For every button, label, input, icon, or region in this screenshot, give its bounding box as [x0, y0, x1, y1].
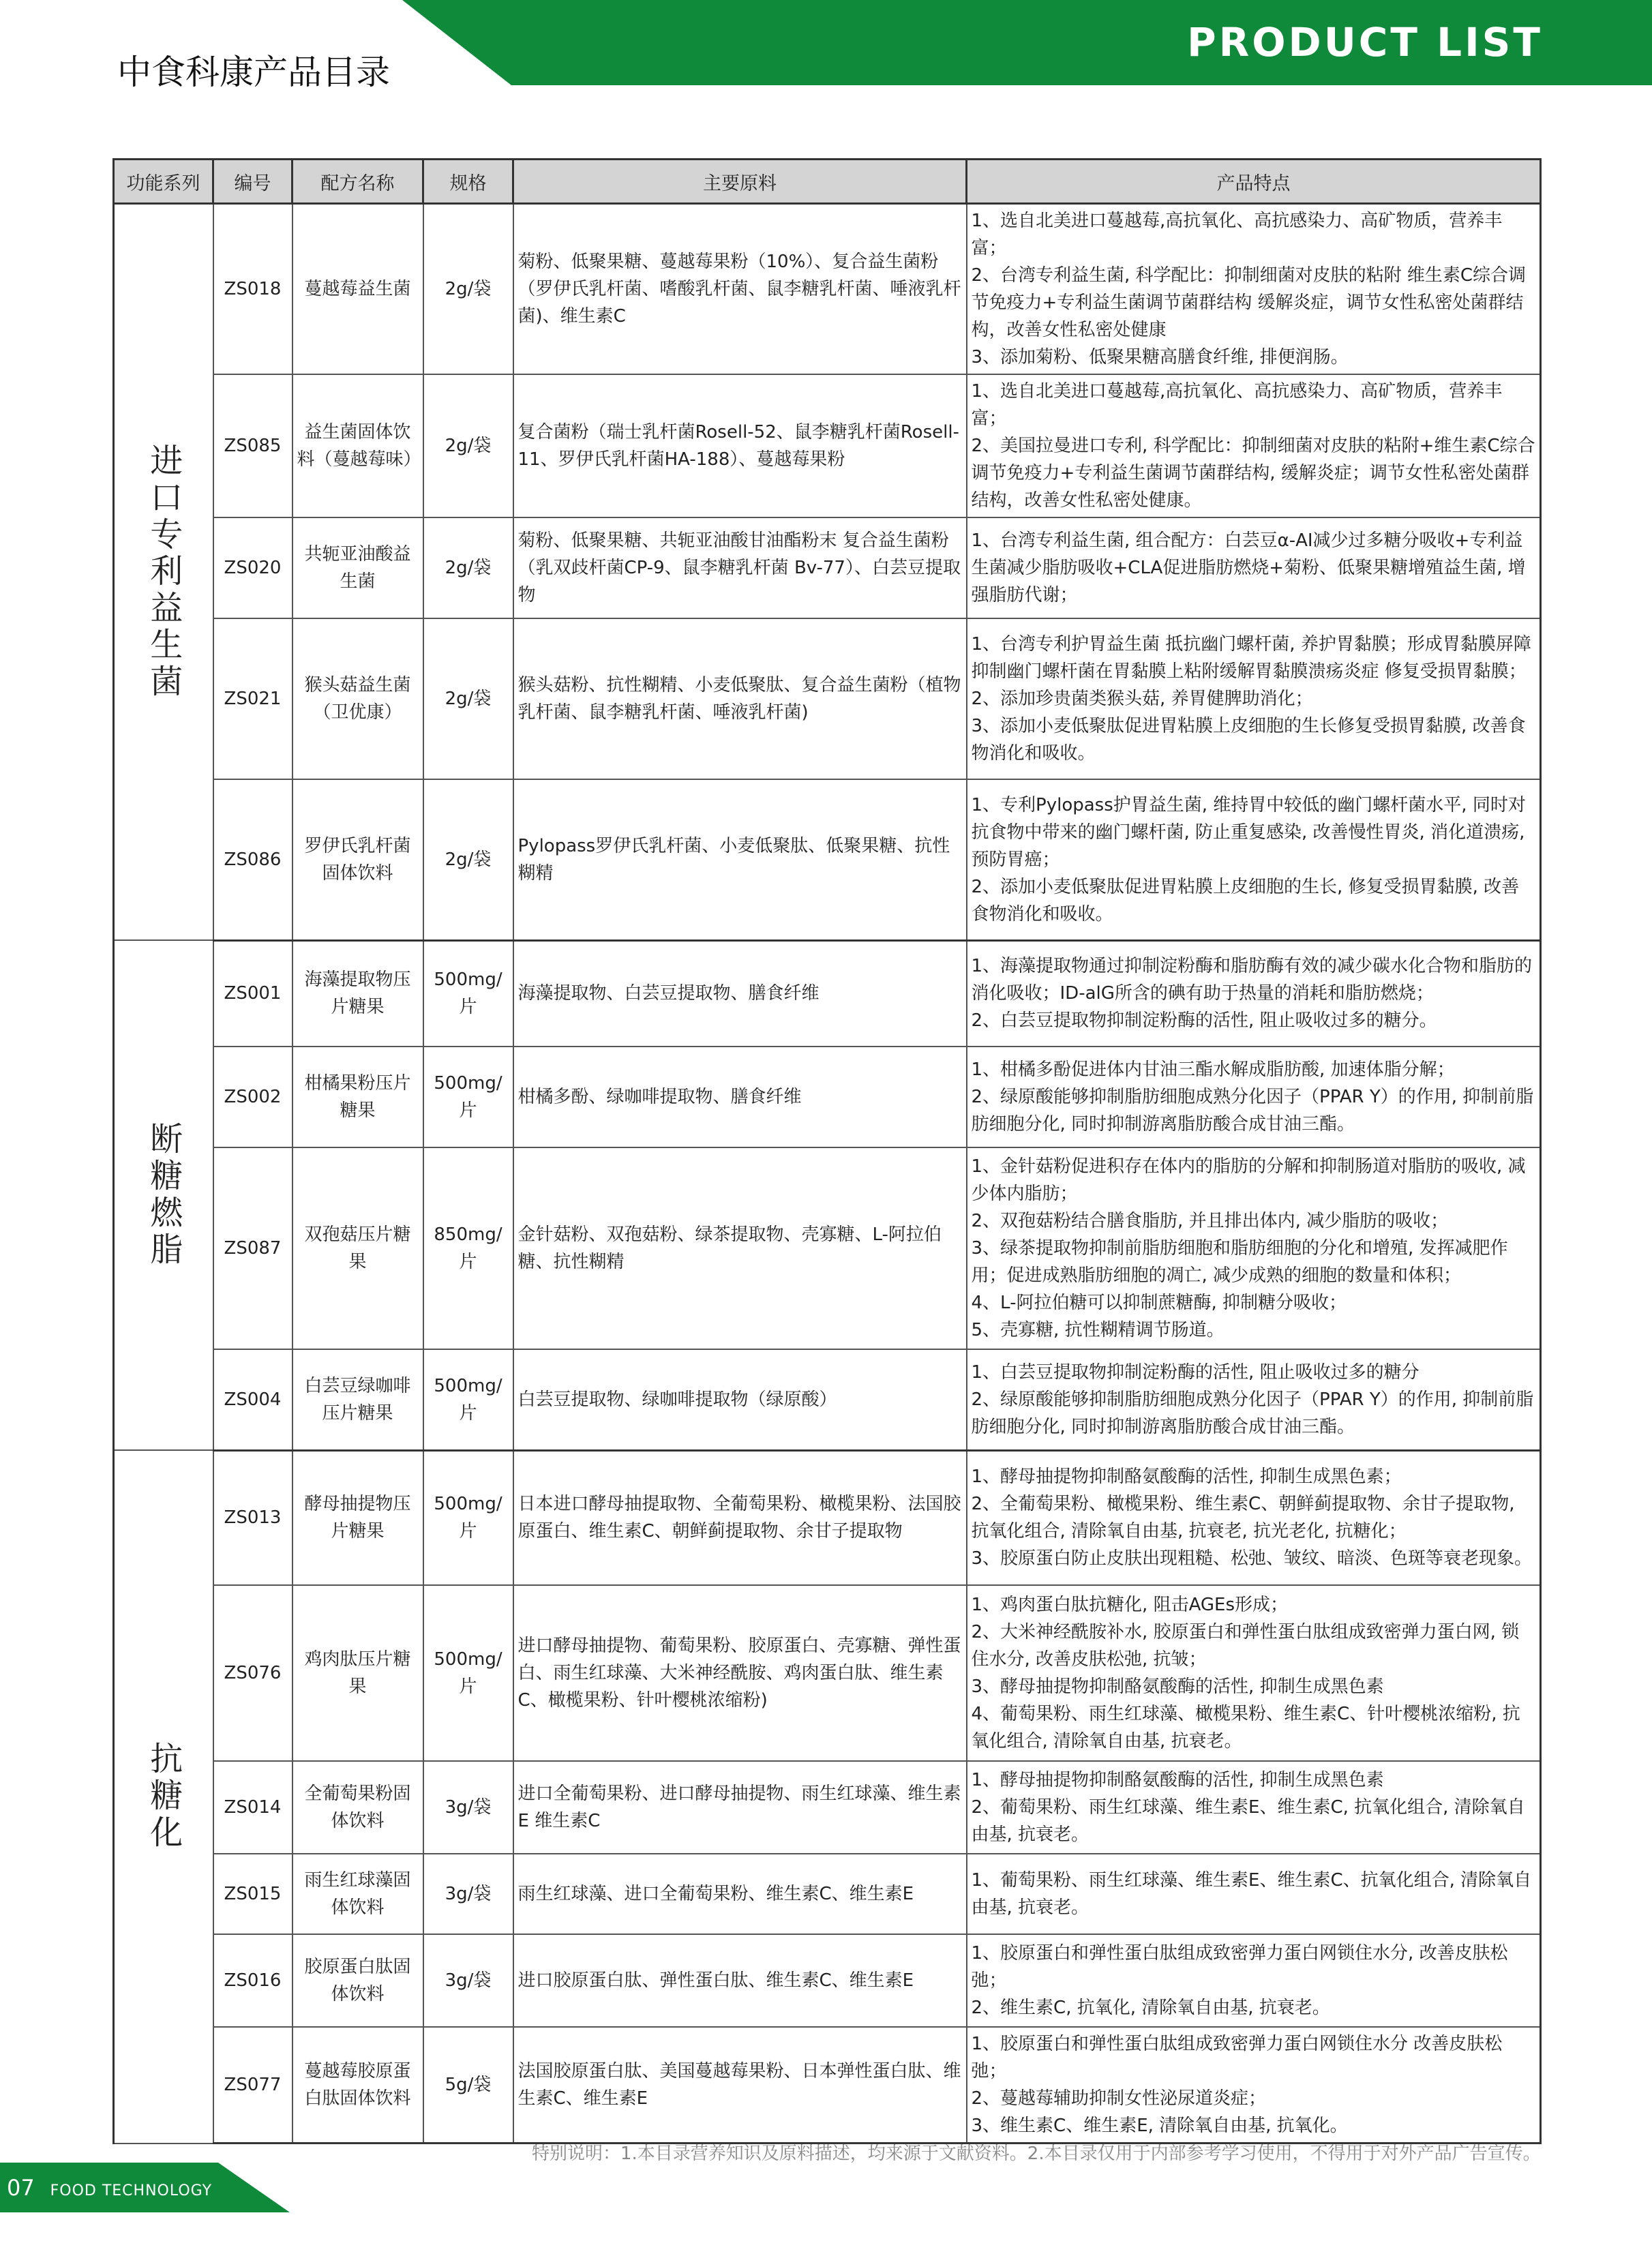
product-spec-cell: 3g/袋 — [423, 1761, 513, 1854]
feature-line: 3、维生素C、维生素E, 清除氧自由基, 抗氧化。 — [971, 2116, 1348, 2136]
features-cell — [967, 204, 1541, 375]
table-row — [114, 779, 1541, 940]
product-code-cell: ZS002 — [213, 1047, 292, 1147]
page-title: 中食科康产品目录 — [117, 52, 390, 92]
product-code-cell: ZS001 — [213, 940, 292, 1047]
table-body — [114, 204, 1541, 2144]
product-code-cell: ZS087 — [213, 1147, 292, 1349]
product-name-cell: 蔓越莓益生菌 — [292, 204, 423, 375]
product-spec-cell: 2g/袋 — [423, 779, 513, 940]
product-name-cell: 全葡萄果粉固体饮料 — [292, 1761, 423, 1854]
product-spec-cell: 500mg/片 — [423, 940, 513, 1047]
ingredients-cell: Pylopass罗伊氏乳杆菌、小麦低聚肽、低聚果糖、抗性糊精 — [513, 779, 967, 940]
feature-line: 5、壳寡糖, 抗性糊精调节肠道。 — [971, 1320, 1225, 1340]
feature-line: 2、绿原酸能够抑制脂肪细胞成熟分化因子（PPAR Y）的作用, 抑制前脂肪细胞分化, 同时抑制游离脂肪酸合成甘油三酯。 — [971, 1389, 1534, 1437]
feature-line: 2、全葡萄果粉、橄榄果粉、维生素C、朝鲜蓟提取物、余甘子提取物, 抗氧化组合, 清除氧自由基, 抗衰老, 抗光老化, 抗糖化； — [971, 1494, 1515, 1542]
features-cell — [967, 374, 1541, 517]
feature-line: 1、专利Pylopass护胃益生菌, 维持胃中较低的幽门螺杆菌水平, 同时对抗食物中带来的幽门螺杆菌, 防止重复感染, 改善慢性胃炎, 消化道溃疡, 预防胃癌； — [971, 794, 1526, 870]
ingredients-cell: 进口全葡萄果粉、进口酵母抽提物、雨生红球藻、维生素E 维生素C — [513, 1761, 967, 1854]
feature-line: 1、胶原蛋白和弹性蛋白肽组成致密弹力蛋白网锁住水分, 改善皮肤松弛； — [971, 1943, 1508, 1991]
table-row — [114, 1934, 1541, 2027]
ingredients-cell: 进口胶原蛋白肽、弹性蛋白肽、维生素C、维生素E — [513, 1934, 967, 2027]
product-name-cell: 双孢菇压片糖果 — [292, 1147, 423, 1349]
feature-line: 2、蔓越莓辅助抑制女性泌尿道炎症； — [971, 2088, 1267, 2109]
table-row — [114, 517, 1541, 618]
page-number: 07 — [7, 2175, 35, 2201]
feature-line: 2、白芸豆提取物抑制淀粉酶的活性, 阻止吸收过多的糖分。 — [971, 1010, 1437, 1032]
product-spec-cell: 2g/袋 — [423, 204, 513, 375]
feature-line: 4、L-阿拉伯糖可以抑制蔗糖酶, 抑制糖分吸收； — [971, 1293, 1347, 1313]
product-name-cell: 罗伊氏乳杆菌固体饮料 — [292, 779, 423, 940]
features-cell — [967, 1147, 1541, 1349]
product-name-cell: 蔓越莓胶原蛋白肽固体饮料 — [292, 2027, 423, 2144]
product-code-cell: ZS021 — [213, 618, 292, 779]
product-name-cell: 胶原蛋白肽固体饮料 — [292, 1934, 423, 2027]
table-row — [114, 1585, 1541, 1761]
features-cell — [967, 1761, 1541, 1854]
product-code-cell: ZS016 — [213, 1934, 292, 2027]
ingredients-cell: 海藻提取物、白芸豆提取物、膳食纤维 — [513, 940, 967, 1047]
feature-line: 1、选自北美进口蔓越莓,高抗氧化、高抗感染力、高矿物质，营养丰富； — [971, 381, 1503, 429]
table-row — [114, 204, 1541, 375]
feature-line: 3、酵母抽提物抑制酪氨酸酶的活性, 抑制生成黑色素 — [971, 1676, 1384, 1697]
product-spec-cell: 5g/袋 — [423, 2027, 513, 2144]
feature-line: 1、柑橘多酚促进体内甘油三酯水解成脂肪酸, 加速体脂分解； — [971, 1059, 1455, 1080]
series-label: 断糖燃脂 — [114, 940, 213, 1450]
product-name-cell: 海藻提取物压片糖果 — [292, 940, 423, 1047]
features-cell — [967, 517, 1541, 618]
product-code-cell: ZS013 — [213, 1450, 292, 1585]
table-header-row — [114, 160, 1541, 204]
product-spec-cell: 500mg/片 — [423, 1450, 513, 1585]
product-spec-cell: 3g/袋 — [423, 1854, 513, 1934]
feature-line: 1、鸡肉蛋白肽抗糖化, 阻击AGEs形成； — [971, 1595, 1289, 1615]
feature-line: 3、绿茶提取物抑制前脂肪细胞和脂肪细胞的分化和增殖, 发挥减肥作用；促进成熟脂肪细胞的凋亡, 减少成熟的细胞的数量和体积； — [971, 1238, 1508, 1286]
product-code-cell: ZS018 — [213, 204, 292, 375]
ingredients-cell: 白芸豆提取物、绿咖啡提取物（绿原酸） — [513, 1349, 967, 1450]
product-name-cell: 益生菌固体饮料（蔓越莓味） — [292, 374, 423, 517]
product-name-cell: 鸡肉肽压片糖果 — [292, 1585, 423, 1761]
col-header-features: 产品特点 — [967, 160, 1541, 204]
table-row — [114, 1450, 1541, 1585]
feature-line: 3、添加菊粉、低聚果糖高膳食纤维, 排便润肠。 — [971, 347, 1349, 367]
product-table — [112, 158, 1542, 2144]
product-spec-cell: 500mg/片 — [423, 1585, 513, 1761]
feature-line: 1、酵母抽提物抑制酪氨酸酶的活性, 抑制生成黑色素 — [971, 1770, 1384, 1790]
product-code-cell: ZS085 — [213, 374, 292, 517]
table-row — [114, 1147, 1541, 1349]
features-cell — [967, 1934, 1541, 2027]
product-name-cell: 白芸豆绿咖啡压片糖果 — [292, 1349, 423, 1450]
ingredients-cell: 柑橘多酚、绿咖啡提取物、膳食纤维 — [513, 1047, 967, 1147]
features-cell — [967, 940, 1541, 1047]
feature-line: 2、台湾专利益生菌, 科学配比：抑制细菌对皮肤的粘附 维生素C综合调节免疫力+专利益生菌调节菌群结构 缓解炎症，调节女性私密处菌群结构，改善女性私密处健康 — [971, 265, 1526, 340]
table-row — [114, 1854, 1541, 1934]
product-spec-cell: 2g/袋 — [423, 517, 513, 618]
feature-line: 2、绿原酸能够抑制脂肪细胞成熟分化因子（PPAR Y）的作用, 抑制前脂肪细胞分化, 同时抑制游离脂肪酸合成甘油三酯。 — [971, 1087, 1534, 1134]
footnote: 特别说明：1.本目录营养知识及原料描述，均来源于文献资料。2.本目录仅用于内部参考学习使用，不得用于对外产品广告宣传。 — [532, 2144, 1541, 2164]
feature-line: 1、金针菇粉促进积存在体内的脂肪的分解和抑制肠道对脂肪的吸收, 减少体内脂肪； — [971, 1156, 1526, 1204]
ingredients-cell: 雨生红球藻、进口全葡萄果粉、维生素C、维生素E — [513, 1854, 967, 1934]
feature-line: 1、台湾专利益生菌, 组合配方：白芸豆α-AI减少过多糖分吸收+专利益生菌减少脂肪吸收+CLA促进脂肪燃烧+菊粉、低聚果糖增殖益生菌, 增强脂肪代谢； — [971, 530, 1526, 605]
product-code-cell: ZS015 — [213, 1854, 292, 1934]
product-name-cell: 猴头菇益生菌（卫优康） — [292, 618, 423, 779]
feature-line: 2、双孢菇粉结合膳食脂肪, 并且排出体内, 减少脂肪的吸收； — [971, 1211, 1449, 1231]
feature-line: 1、台湾专利护胃益生菌 抵抗幽门螺杆菌, 养护胃黏膜；形成胃黏膜屏障抑制幽门螺杆菌在胃黏膜上粘附缓解胃黏膜溃疡炎症 修复受损胃黏膜； — [971, 634, 1531, 682]
feature-line: 2、大米神经酰胺补水, 胶原蛋白和弹性蛋白肽组成致密弹力蛋白网, 锁住水分, 改善皮肤松弛, 抗皱； — [971, 1622, 1520, 1670]
product-name-cell: 柑橘果粉压片糖果 — [292, 1047, 423, 1147]
feature-line: 1、白芸豆提取物抑制淀粉酶的活性, 阻止吸收过多的糖分 — [971, 1362, 1420, 1383]
ingredients-cell: 法国胶原蛋白肽、美国蔓越莓果粉、日本弹性蛋白肽、维生素C、维生素E — [513, 2027, 967, 2144]
feature-line: 1、葡萄果粉、雨生红球藻、维生素E、维生素C、抗氧化组合, 清除氧自由基, 抗衰老。 — [971, 1870, 1532, 1918]
product-spec-cell: 500mg/片 — [423, 1349, 513, 1450]
feature-line: 2、美国拉曼进口专利, 科学配比：抑制细菌对皮肤的粘附+维生素C综合调节免疫力+专利益生菌调节菌群结构, 缓解炎症；调节女性私密处菌群结构，改善女性私密处健康。 — [971, 436, 1535, 511]
table-row — [114, 374, 1541, 517]
product-name-cell: 共轭亚油酸益生菌 — [292, 517, 423, 618]
features-cell — [967, 1450, 1541, 1585]
product-spec-cell: 2g/袋 — [423, 618, 513, 779]
product-name-cell: 酵母抽提物压片糖果 — [292, 1450, 423, 1585]
feature-line: 3、胶原蛋白防止皮肤出现粗糙、松弛、皱纹、暗淡、色斑等衰老现象。 — [971, 1548, 1533, 1569]
table-row — [114, 940, 1541, 1047]
feature-line: 2、添加小麦低聚肽促进胃粘膜上皮细胞的生长, 修复受损胃黏膜, 改善食物消化和吸收。 — [971, 876, 1520, 924]
table-row — [114, 1349, 1541, 1450]
product-code-cell: ZS086 — [213, 779, 292, 940]
ingredients-cell: 菊粉、低聚果糖、共轭亚油酸甘油酯粉末 复合益生菌粉（乳双歧杆菌CP-9、鼠李糖乳杆菌 Bv-77）、白芸豆提取物 — [513, 517, 967, 618]
product-code-cell: ZS076 — [213, 1585, 292, 1761]
col-header-code: 编号 — [213, 160, 292, 204]
product-list-title: PRODUCT LIST — [1187, 19, 1543, 65]
product-spec-cell: 500mg/片 — [423, 1047, 513, 1147]
product-code-cell: ZS077 — [213, 2027, 292, 2144]
ingredients-cell: 进口酵母抽提物、葡萄果粉、胶原蛋白、壳寡糖、弹性蛋白、雨生红球藻、大米神经酰胺、鸡肉蛋白肽、维生素C、橄榄果粉、针叶樱桃浓缩粉) — [513, 1585, 967, 1761]
feature-line: 1、酵母抽提物抑制酪氨酸酶的活性, 抑制生成黑色素； — [971, 1467, 1402, 1488]
feature-line: 2、葡萄果粉、雨生红球藻、维生素E、维生素C, 抗氧化组合, 清除氧自由基, 抗衰老。 — [971, 1797, 1525, 1845]
series-label: 进口专利益生菌 — [114, 204, 213, 941]
feature-line: 3、添加小麦低聚肽促进胃粘膜上皮细胞的生长修复受损胃黏膜, 改善食物消化和吸收。 — [971, 716, 1526, 764]
feature-line: 1、胶原蛋白和弹性蛋白肽组成致密弹力蛋白网锁住水分 改善皮肤松弛； — [971, 2034, 1503, 2081]
feature-line: 1、海藻提取物通过抑制淀粉酶和脂肪酶有效的减少碳水化合物和脂肪的消化吸收；ID-alG所含的碘有助于热量的消耗和脂肪燃烧； — [971, 956, 1533, 1004]
footer-label: FOOD TECHNOLOGY — [50, 2182, 213, 2199]
ingredients-cell: 日本进口酵母抽提取物、全葡萄果粉、橄榄果粉、法国胶原蛋白、维生素C、朝鲜蓟提取物、余甘子提取物 — [513, 1450, 967, 1585]
table-row — [114, 618, 1541, 779]
features-cell — [967, 779, 1541, 940]
product-name-cell: 雨生红球藻固体饮料 — [292, 1854, 423, 1934]
ingredients-cell: 猴头菇粉、抗性糊精、小麦低聚肽、复合益生菌粉（植物乳杆菌、鼠李糖乳杆菌、唾液乳杆菌) — [513, 618, 967, 779]
table-row — [114, 2027, 1541, 2144]
product-code-cell: ZS020 — [213, 517, 292, 618]
series-label: 抗糖化 — [114, 1450, 213, 2144]
features-cell — [967, 1047, 1541, 1147]
col-header-name: 配方名称 — [292, 160, 423, 204]
table-row — [114, 1047, 1541, 1147]
table-row — [114, 1761, 1541, 1854]
col-header-ingredients: 主要原料 — [513, 160, 967, 204]
product-code-cell: ZS014 — [213, 1761, 292, 1854]
product-table-container — [112, 158, 1540, 2144]
product-spec-cell: 3g/袋 — [423, 1934, 513, 2027]
feature-line: 2、添加珍贵菌类猴头菇, 养胃健脾助消化； — [971, 689, 1313, 709]
ingredients-cell: 金针菇粉、双孢菇粉、绿茶提取物、壳寡糖、L-阿拉伯糖、抗性糊精 — [513, 1147, 967, 1349]
product-spec-cell: 2g/袋 — [423, 374, 513, 517]
col-header-spec: 规格 — [423, 160, 513, 204]
features-cell — [967, 1854, 1541, 1934]
footer — [7, 2175, 212, 2201]
product-code-cell: ZS004 — [213, 1349, 292, 1450]
ingredients-cell: 菊粉、低聚果糖、蔓越莓果粉（10%）、复合益生菌粉（罗伊氏乳杆菌、嗜酸乳杆菌、鼠李糖乳杆菌、唾液乳杆菌)、维生素C — [513, 204, 967, 375]
features-cell — [967, 2027, 1541, 2144]
features-cell — [967, 618, 1541, 779]
feature-line: 1、选自北美进口蔓越莓,高抗氧化、高抗感染力、高矿物质，营养丰富； — [971, 211, 1503, 258]
feature-line: 2、维生素C, 抗氧化, 清除氧自由基, 抗衰老。 — [971, 1998, 1330, 2018]
features-cell — [967, 1349, 1541, 1450]
col-header-series: 功能系列 — [114, 160, 213, 204]
features-cell — [967, 1585, 1541, 1761]
product-spec-cell: 850mg/片 — [423, 1147, 513, 1349]
feature-line: 4、葡萄果粉、雨生红球藻、橄榄果粉、维生素C、针叶樱桃浓缩粉, 抗氧化组合, 清除氧自由基, 抗衰老。 — [971, 1704, 1520, 1751]
ingredients-cell: 复合菌粉（瑞士乳杆菌Rosell-52、鼠李糖乳杆菌Rosell-11、罗伊氏乳杆菌HA-188）、蔓越莓果粉 — [513, 374, 967, 517]
